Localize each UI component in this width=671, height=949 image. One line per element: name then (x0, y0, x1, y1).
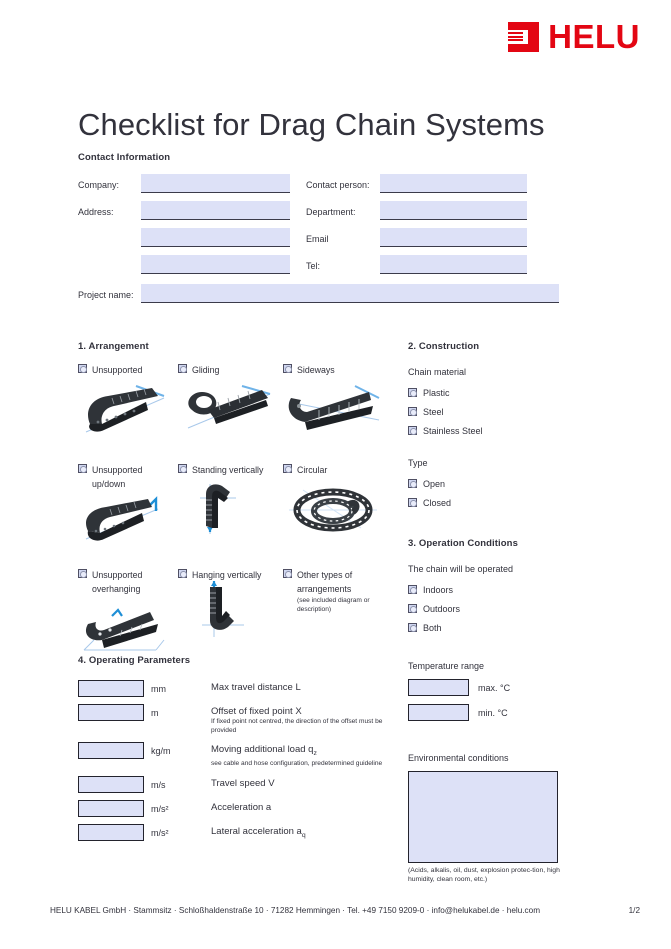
department-input[interactable] (380, 201, 527, 220)
construction-section (408, 341, 563, 512)
temperature-min-input[interactable] (408, 704, 469, 721)
material-option-steel[interactable] (408, 402, 563, 421)
label-email: Email (306, 234, 329, 244)
moving-additional-load-input[interactable] (78, 742, 144, 759)
arrangement-row-2 (78, 464, 393, 557)
environment-heading: Environmental conditions (408, 753, 509, 763)
type-label: Type (408, 458, 428, 468)
checkbox-icon[interactable] (78, 569, 87, 578)
arrangement-row-1 (78, 364, 393, 452)
temperature-heading: Temperature range (408, 661, 485, 671)
footer-company-info: HELU KABEL GmbH · Stammsitz · Schloßhaldenstraße 10 · 71282 Hemmingen · Tel. +49 7150 9209-0 · info@helukabel.de · helu.com (50, 906, 541, 915)
contact-fields-grid (78, 173, 559, 281)
operation-option-label: Indoors (423, 584, 454, 595)
checkbox-icon[interactable] (78, 364, 87, 373)
arrangement-row-3 (78, 569, 393, 665)
drag-chain-standing-vertically-icon (178, 480, 283, 538)
param-row-acceleration (78, 800, 398, 817)
arrangement-option-label: Gliding (192, 365, 220, 375)
param-unit: m/s² (151, 803, 169, 814)
param-unit: mm (151, 684, 166, 694)
contact-person-input[interactable] (380, 174, 527, 193)
param-row-travel-speed (78, 776, 398, 793)
label-company: Company: (78, 180, 120, 190)
drag-chain-unsupported-overhanging-icon (78, 598, 178, 656)
operation-option-indoors[interactable] (408, 580, 563, 599)
temperature-max-input[interactable] (408, 679, 469, 696)
arrangement-option-sideways[interactable] (283, 364, 393, 452)
drag-chain-hanging-vertically-icon (178, 585, 283, 643)
param-name-subscript: z (313, 750, 317, 758)
operation-conditions-section (408, 538, 563, 637)
param-row-lateral-acceleration (78, 824, 398, 842)
type-option-open[interactable] (408, 474, 563, 493)
checkbox-icon[interactable] (408, 407, 417, 416)
arrangement-option-label: Unsupported overhanging (92, 570, 143, 594)
offset-fixed-point-input[interactable] (78, 704, 144, 721)
operation-intro: The chain will be operated (408, 564, 514, 574)
material-option-plastic[interactable] (408, 383, 563, 402)
drag-chain-unsupported-icon (78, 380, 178, 438)
lateral-acceleration-input[interactable] (78, 824, 144, 841)
tel-input[interactable] (380, 255, 527, 274)
construction-heading: 2. Construction (408, 341, 480, 352)
max-travel-distance-input[interactable] (78, 680, 144, 697)
material-option-stainless-steel[interactable] (408, 421, 563, 440)
material-label: Plastic (423, 387, 450, 398)
param-name: Offset of fixed point X (211, 706, 302, 717)
arrangement-option-gliding[interactable] (178, 364, 283, 452)
param-name: Acceleration a (211, 801, 272, 813)
arrangement-option-label: Standing vertically (192, 465, 264, 475)
param-unit: m/s² (151, 827, 169, 838)
operation-option-outdoors[interactable] (408, 599, 563, 618)
parameters-heading: 4. Operating Parameters (78, 655, 191, 666)
operating-parameters-section (78, 655, 398, 842)
type-option-label: Open (423, 478, 446, 489)
address-line3-input[interactable] (141, 255, 290, 274)
label-address: Address: (78, 207, 114, 217)
checkbox-icon[interactable] (408, 426, 417, 435)
helu-logo (508, 18, 640, 55)
material-label: Steel (423, 406, 444, 417)
type-option-closed[interactable] (408, 493, 563, 512)
arrangement-option-unsupported-updown[interactable] (78, 464, 178, 557)
arrangement-option-label: Unsupported (92, 365, 143, 375)
checkbox-icon[interactable] (178, 569, 187, 578)
operation-option-label: Both (423, 622, 442, 633)
label-address-line3 (78, 254, 141, 261)
param-name-text: Lateral acceleration a (211, 825, 302, 837)
param-row-moving-additional-load (78, 742, 398, 768)
footer (50, 906, 640, 915)
checkbox-icon[interactable] (408, 604, 417, 613)
arrangement-option-circular[interactable] (283, 464, 393, 557)
checkbox-icon[interactable] (283, 364, 292, 373)
right-column (408, 341, 563, 637)
param-name: Travel speed V (211, 777, 275, 789)
contact-heading: Contact Information (78, 152, 171, 163)
param-row-offset-fixed-point (78, 704, 398, 735)
param-unit: kg/m (151, 746, 171, 757)
arrangement-option-other[interactable] (283, 569, 393, 665)
checkbox-icon[interactable] (178, 364, 187, 373)
checkbox-icon[interactable] (408, 623, 417, 632)
acceleration-input[interactable] (78, 800, 144, 817)
temperature-max-unit: max. °C (478, 682, 511, 693)
operation-option-both[interactable] (408, 618, 563, 637)
address-input[interactable] (141, 201, 290, 220)
param-name-text: Moving additional load q (211, 744, 314, 756)
material-label: Stainless Steel (423, 425, 483, 436)
arrangement-heading: 1. Arrangement (78, 341, 149, 352)
temperature-range-section (408, 661, 568, 721)
type-option-label: Closed (423, 497, 452, 508)
param-unit: m (151, 708, 159, 718)
temperature-row-min (408, 704, 568, 721)
environmental-conditions-section (408, 753, 568, 884)
address-line2-input[interactable] (141, 228, 290, 247)
footer-page-number: 1/2 (628, 906, 640, 915)
chain-material-label: Chain material (408, 367, 467, 377)
arrangement-option-label: Other types of arrangements (297, 570, 353, 594)
label-tel: Tel: (306, 261, 321, 271)
param-unit: m/s (151, 779, 166, 790)
arrangement-option-label: Sideways (297, 365, 335, 375)
environment-note: (Acids, alkalis, oil, dust, explosion protec-tion, high humidity, clean room, etc.) (408, 867, 560, 883)
checkbox-icon[interactable] (408, 388, 417, 397)
travel-speed-input[interactable] (78, 776, 144, 793)
arrangement-option-label: Unsupported up/down (92, 465, 143, 489)
label-contact-person: Contact person: (306, 180, 370, 190)
param-name (211, 742, 398, 760)
checkbox-icon[interactable] (283, 569, 292, 578)
temperature-min-unit: min. °C (478, 707, 508, 718)
drag-chain-sideways-icon (283, 380, 393, 438)
checkbox-icon[interactable] (178, 464, 187, 473)
param-name-subscript: q (301, 831, 306, 839)
project-name-row (78, 283, 559, 310)
drag-chain-circular-icon (283, 480, 393, 538)
helu-logo-mark (508, 22, 539, 52)
project-name-input[interactable] (141, 284, 559, 303)
operation-heading: 3. Operation Conditions (408, 538, 518, 549)
arrangement-option-unsupported-overhanging[interactable] (78, 569, 178, 665)
label-address-line2 (78, 227, 141, 234)
operation-option-label: Outdoors (423, 603, 461, 614)
contact-information-section (78, 152, 559, 310)
helu-logo-text: HELU (548, 18, 640, 55)
checkbox-icon[interactable] (408, 585, 417, 594)
checkbox-icon[interactable] (408, 479, 417, 488)
checkbox-icon[interactable] (78, 464, 87, 473)
arrangement-option-note: (see included diagram or description) (297, 597, 370, 613)
drag-chain-unsupported-updown-icon (78, 493, 178, 551)
temperature-row-max (408, 679, 568, 696)
label-department: Department: (306, 207, 356, 217)
param-name: Max travel distance L (211, 682, 301, 693)
param-row-max-travel-distance (78, 680, 398, 697)
arrangement-option-label: Hanging vertically (192, 570, 262, 580)
param-subtext: If fixed point not centred, the direction of the offset must be provided (211, 718, 383, 734)
page-title: Checklist for Drag Chain Systems (78, 106, 545, 142)
arrangement-section (78, 341, 393, 665)
company-input[interactable] (141, 174, 290, 193)
environmental-conditions-textarea[interactable] (408, 771, 558, 863)
label-project-name: Project name: (78, 290, 134, 300)
checkbox-icon[interactable] (408, 498, 417, 507)
param-name (211, 824, 398, 842)
checkbox-icon[interactable] (283, 464, 292, 473)
arrangement-option-standing-vertically[interactable] (178, 464, 283, 557)
param-subtext: see cable and hose configuration, predetermined guideline (211, 760, 383, 768)
drag-chain-gliding-icon (178, 380, 283, 438)
email-input[interactable] (380, 228, 527, 247)
arrangement-option-unsupported[interactable] (78, 364, 178, 452)
arrangement-option-label: Circular (297, 465, 328, 475)
arrangement-option-hanging-vertically[interactable] (178, 569, 283, 665)
